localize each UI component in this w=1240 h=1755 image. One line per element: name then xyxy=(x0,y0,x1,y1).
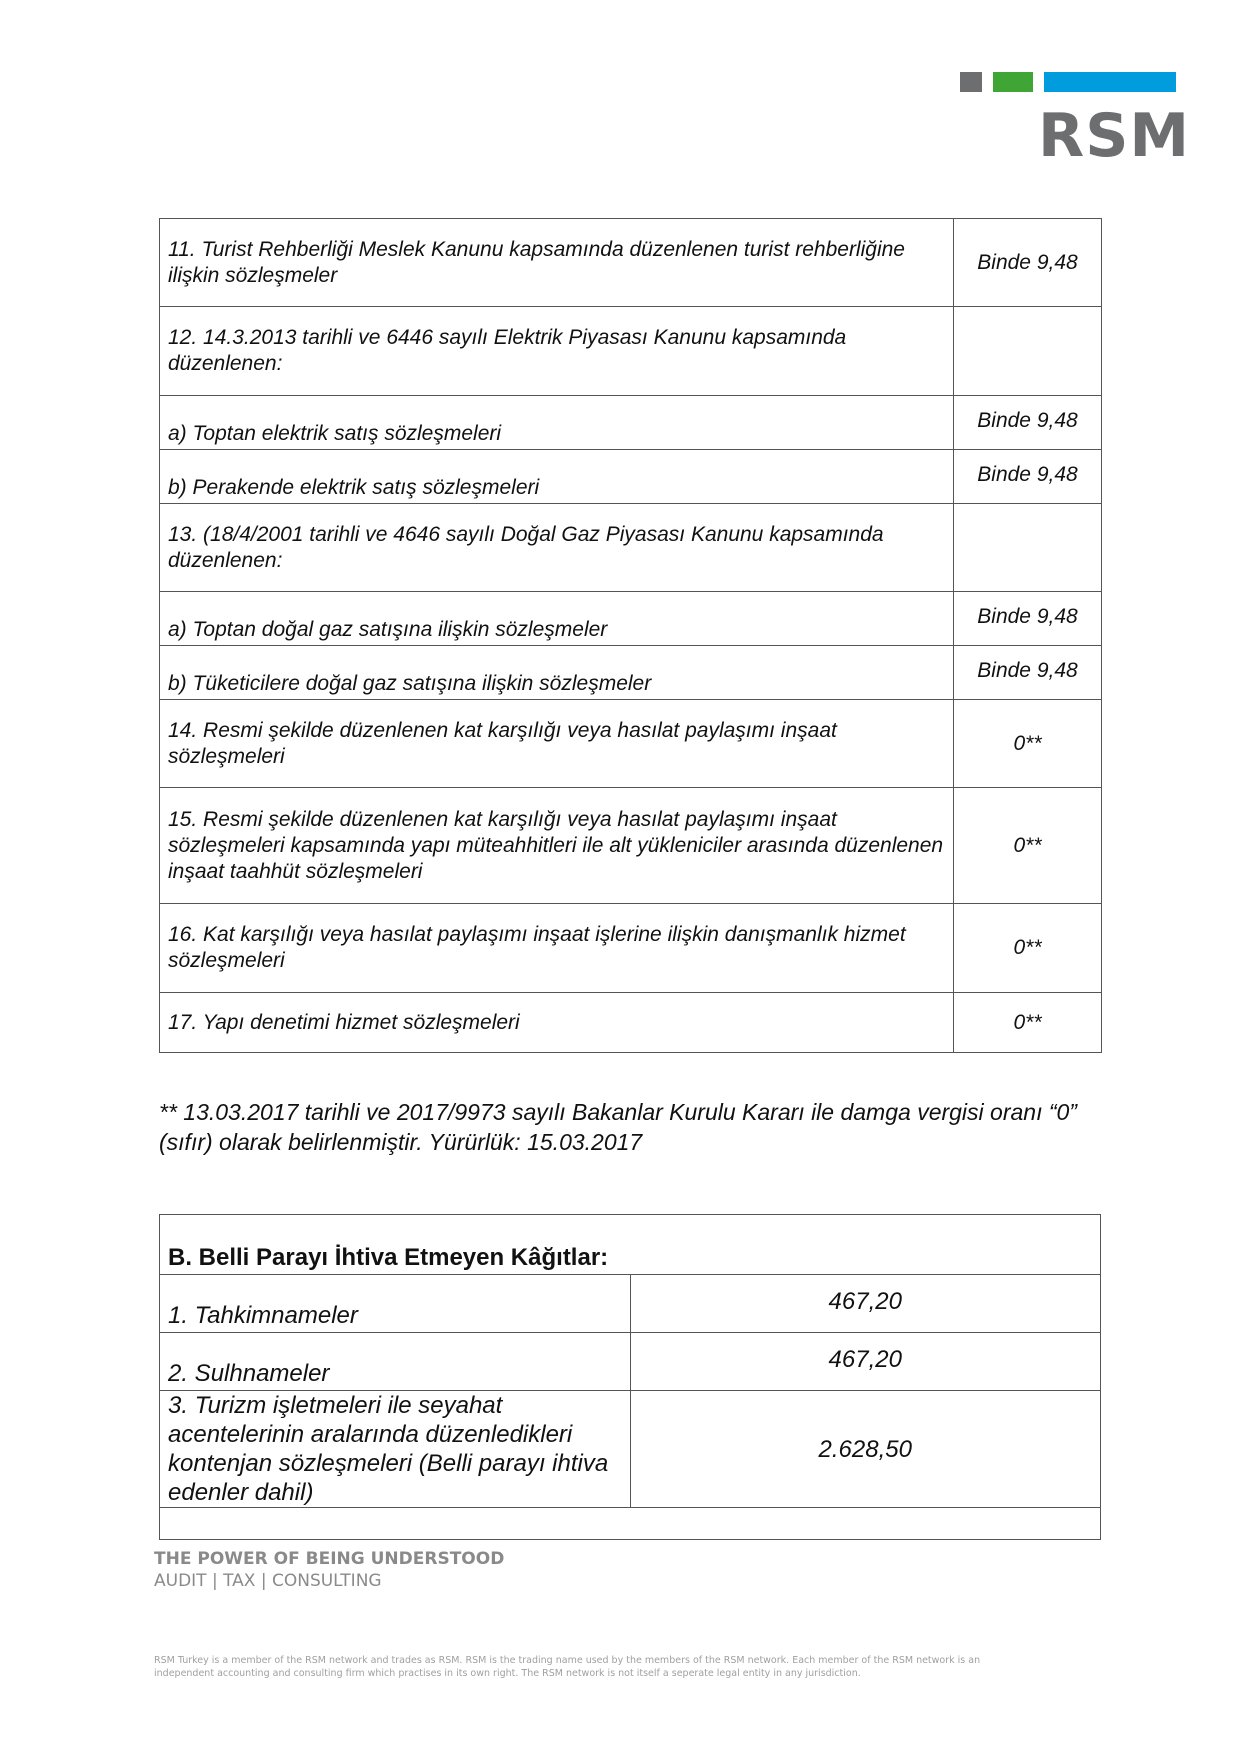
row-rate: 0** xyxy=(954,993,1102,1053)
tagline xyxy=(154,1548,504,1592)
empty-cell xyxy=(160,1508,1101,1540)
tagline-services: AUDIT | TAX | CONSULTING xyxy=(154,1571,382,1591)
row-rate: Binde 9,48 xyxy=(954,396,1102,450)
table-row xyxy=(160,1333,1101,1391)
row-description: 12. 14.3.2013 tarihli ve 6446 sayılı Elektrik Piyasası Kanunu kapsamında düzenlenen: xyxy=(160,307,954,396)
row-description: 2. Sulhnameler xyxy=(160,1333,631,1391)
row-amount: 467,20 xyxy=(630,1275,1101,1333)
table-row xyxy=(160,700,1102,788)
row-rate xyxy=(954,307,1102,396)
table-row xyxy=(160,450,1102,504)
table-row xyxy=(160,904,1102,993)
table-row xyxy=(160,1275,1101,1333)
row-rate: Binde 9,48 xyxy=(954,219,1102,307)
row-description: 15. Resmi şekilde düzenlenen kat karşılığı veya hasılat paylaşımı inşaat sözleşmeleri kapsamında yapı müteahhitleri ile alt yükleniciler arasında düzenlenen inşaat taahhüt sözleşmeleri xyxy=(160,788,954,904)
footnote: ** 13.03.2017 tarihli ve 2017/9973 sayılı Bakanlar Kurulu Kararı ile damga vergisi oranı “0” (sıfır) olarak belirlenmiştir. Yürürlük: 15.03.2017 xyxy=(159,1099,1077,1155)
row-description: 13. (18/4/2001 tarihli ve 4646 sayılı Doğal Gaz Piyasası Kanunu kapsamında düzenlenen: xyxy=(160,504,954,592)
row-description: 1. Tahkimnameler xyxy=(160,1275,631,1333)
logo-bar-green xyxy=(993,72,1033,92)
legal-disclaimer: RSM Turkey is a member of the RSM network and trades as RSM. RSM is the trading name used by the members of the RSM network. Each member of the RSM network is an independent accounting and consulting firm which practises in its own right. The RSM network is not itself a seperate legal entity in any jurisdiction. xyxy=(154,1655,981,1679)
logo-wordmark: RSM xyxy=(1038,101,1191,171)
row-description: a) Toptan elektrik satış sözleşmeleri xyxy=(160,396,954,450)
row-rate: 0** xyxy=(954,788,1102,904)
row-rate: Binde 9,48 xyxy=(954,646,1102,700)
row-amount: 2.628,50 xyxy=(630,1391,1101,1508)
row-description: 11. Turist Rehberliği Meslek Kanunu kapsamında düzenlenen turist rehberliğine ilişkin sözleşmeler xyxy=(160,219,954,307)
row-rate: Binde 9,48 xyxy=(954,450,1102,504)
table-row xyxy=(160,993,1102,1053)
table-row xyxy=(160,646,1102,700)
row-rate: 0** xyxy=(954,904,1102,993)
row-rate: 0** xyxy=(954,700,1102,788)
table-row xyxy=(160,788,1102,904)
tagline-slogan: THE POWER OF BEING UNDERSTOOD xyxy=(154,1549,505,1569)
table-row xyxy=(160,592,1102,646)
row-description: 14. Resmi şekilde düzenlenen kat karşılığı veya hasılat paylaşımı inşaat sözleşmeleri xyxy=(160,700,954,788)
row-description: 3. Turizm işletmeleri ile seyahat acentelerinin aralarında düzenledikleri kontenjan sözleşmeleri (Belli parayı ihtiva edenler dahil) xyxy=(160,1391,631,1508)
row-description: 16. Kat karşılığı veya hasılat paylaşımı inşaat işlerine ilişkin danışmanlık hizmet sözleşmeleri xyxy=(160,904,954,993)
table-heading-row xyxy=(160,1215,1101,1275)
table-row xyxy=(160,1391,1101,1508)
table-row xyxy=(160,219,1102,307)
logo-bar-blue xyxy=(1044,72,1176,92)
row-amount: 467,20 xyxy=(630,1333,1101,1391)
rsm-logo xyxy=(960,72,1191,171)
table-row-empty xyxy=(160,1508,1101,1540)
row-rate xyxy=(954,504,1102,592)
row-description: a) Toptan doğal gaz satışına ilişkin sözleşmeler xyxy=(160,592,954,646)
logo-bar-gray xyxy=(960,72,982,92)
table-row xyxy=(160,307,1102,396)
row-description: 17. Yapı denetimi hizmet sözleşmeleri xyxy=(160,993,954,1053)
tax-rate-table xyxy=(159,218,1102,1053)
row-description: b) Perakende elektrik satış sözleşmeleri xyxy=(160,450,954,504)
row-rate: Binde 9,48 xyxy=(954,592,1102,646)
table-row xyxy=(160,504,1102,592)
section-heading: B. Belli Parayı İhtiva Etmeyen Kâğıtlar: xyxy=(160,1215,1101,1275)
table-row xyxy=(160,396,1102,450)
fixed-fee-table xyxy=(159,1214,1101,1540)
row-description: b) Tüketicilere doğal gaz satışına ilişkin sözleşmeler xyxy=(160,646,954,700)
